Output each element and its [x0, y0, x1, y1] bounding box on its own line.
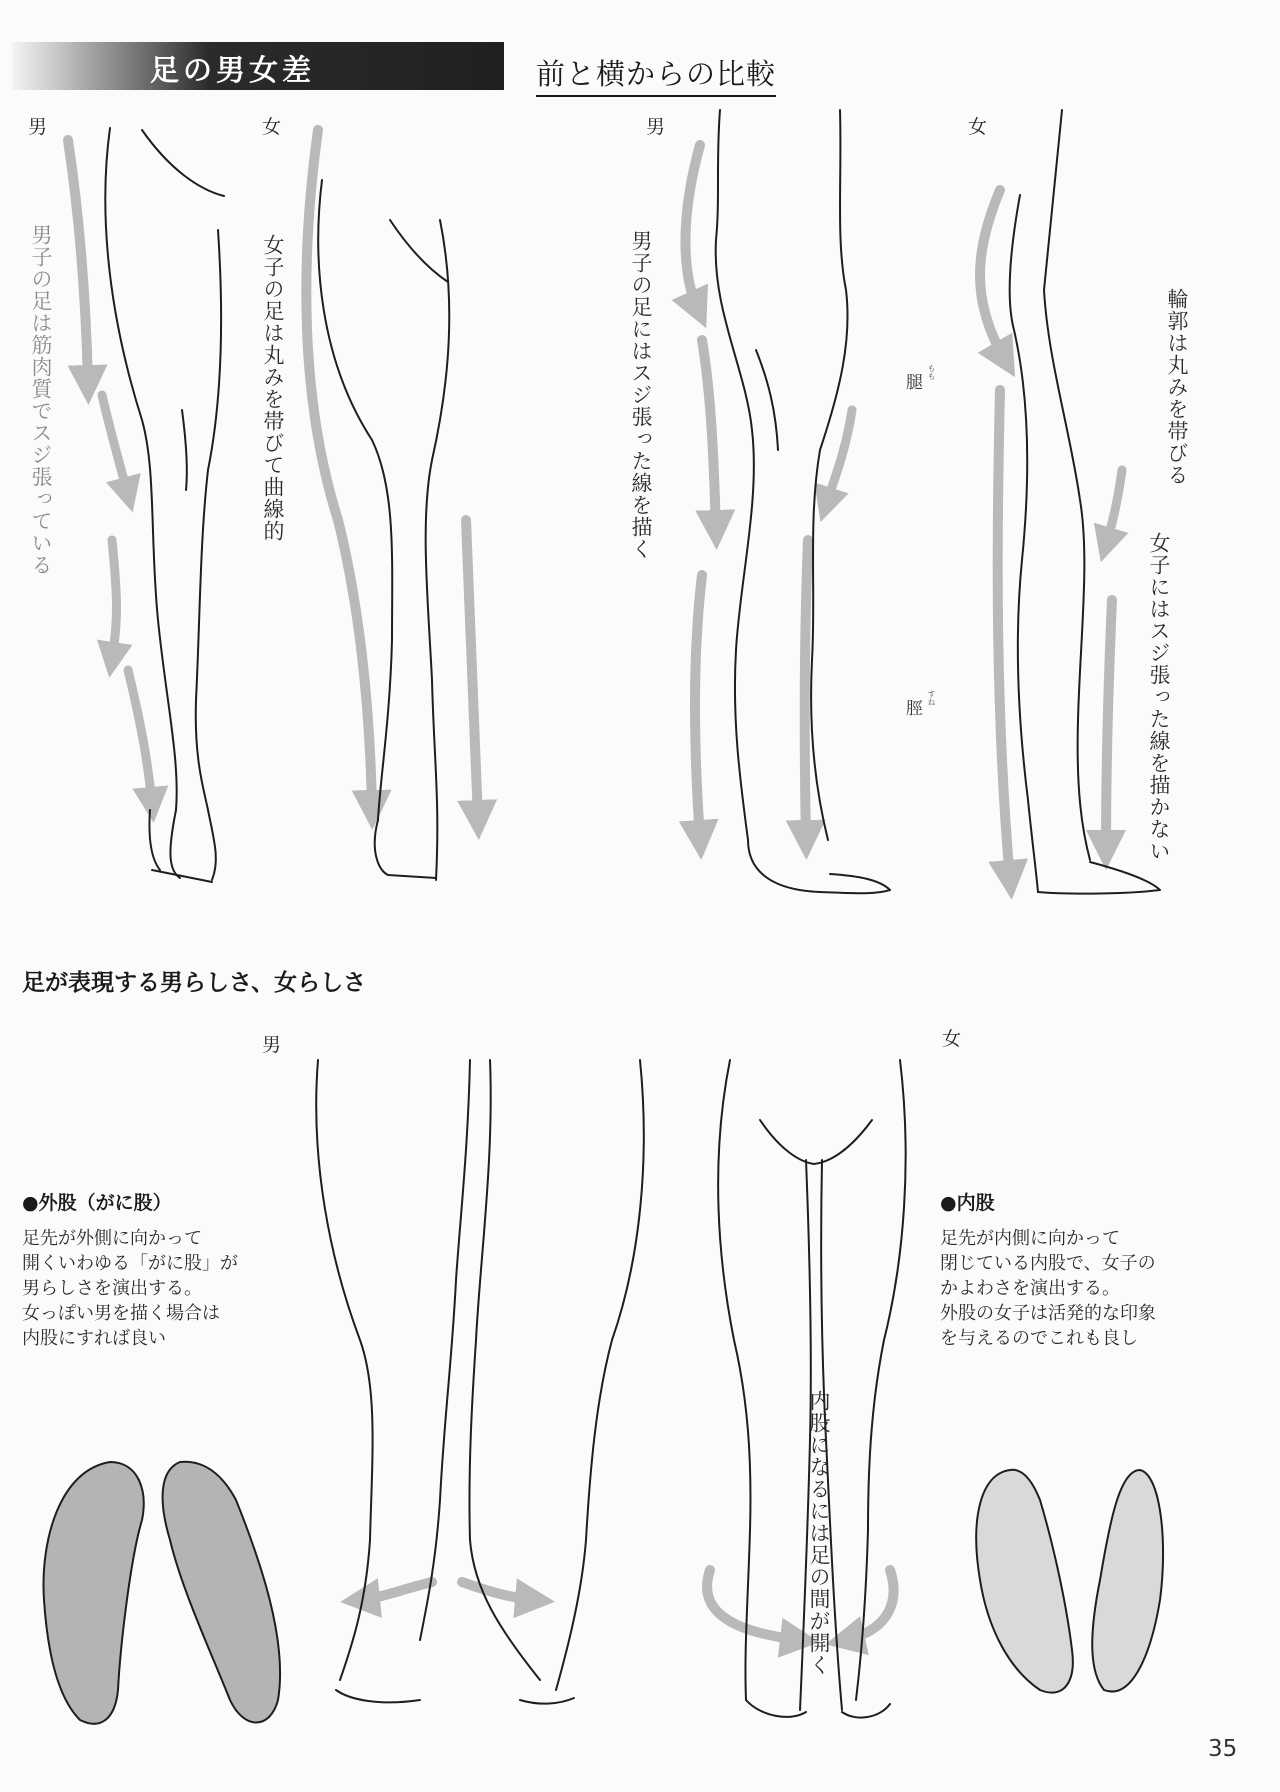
female-label-side: 女 — [968, 116, 988, 138]
male-label-side: 男 — [646, 116, 666, 138]
section-subtitle: 前と横からの比較 — [536, 52, 776, 97]
page-number: 35 — [1208, 1736, 1238, 1762]
thigh-ruby: もも — [927, 364, 936, 380]
female-description: 足先が内側に向かって 閉じている内股で、女子の かよわさを演出する。 外股の女子は活発的な印象 を与えるのでこれも良し — [940, 1228, 1156, 1349]
female-bottom-leg — [718, 1060, 750, 1700]
female-side-leg — [1010, 195, 1038, 892]
guide-arrow — [980, 190, 1005, 360]
shin-label: 脛 — [906, 699, 923, 719]
male-right-sole — [163, 1462, 281, 1723]
male-bottom-leg — [316, 1060, 372, 1680]
female-bottom-vertical-note: 内股になるには足の間が開く — [807, 1390, 831, 1676]
male-description: 足先が外側に向かって 開くいわゆる「がに股」が 男らしさを演出する。 女っぽい男を描く場合は 内股にすれば良い — [22, 1228, 238, 1349]
page-title: 足の男女差 — [150, 53, 316, 87]
male-label-bottom: 男 — [262, 1034, 282, 1056]
thigh-label: 腿 — [906, 373, 923, 393]
male-front-note: 男子の足は筋肉質でスジ張っている — [29, 224, 53, 576]
female-heading: ●内股 — [940, 1192, 995, 1214]
male-side-note: 男子の足にはスジ張った線を描く — [629, 230, 653, 560]
female-side-note-outline: 輪郭は丸みを帯びる — [1165, 288, 1189, 486]
shin-ruby: すね — [927, 690, 936, 706]
female-label-front: 女 — [262, 116, 282, 138]
female-label-bottom: 女 — [942, 1028, 962, 1050]
guide-arrow — [685, 145, 700, 310]
guide-arrow — [68, 140, 88, 385]
female-front-note: 女子の足は丸みを帯びて曲線的 — [261, 234, 285, 542]
female-left-sole — [976, 1470, 1073, 1693]
guide-arrow — [306, 130, 372, 810]
rotation-arrow — [360, 1582, 432, 1600]
male-side-leg — [716, 110, 754, 840]
male-label-front: 男 — [28, 116, 48, 138]
male-left-sole — [44, 1462, 144, 1724]
female-side-note-lines: 女子にはスジ張った線を描かない — [1147, 532, 1171, 862]
section-title-bottom: 足が表現する男らしさ、女らしさ — [22, 970, 367, 996]
male-heading: ●外股（がに股） — [22, 1192, 172, 1214]
female-right-sole — [1092, 1470, 1163, 1692]
